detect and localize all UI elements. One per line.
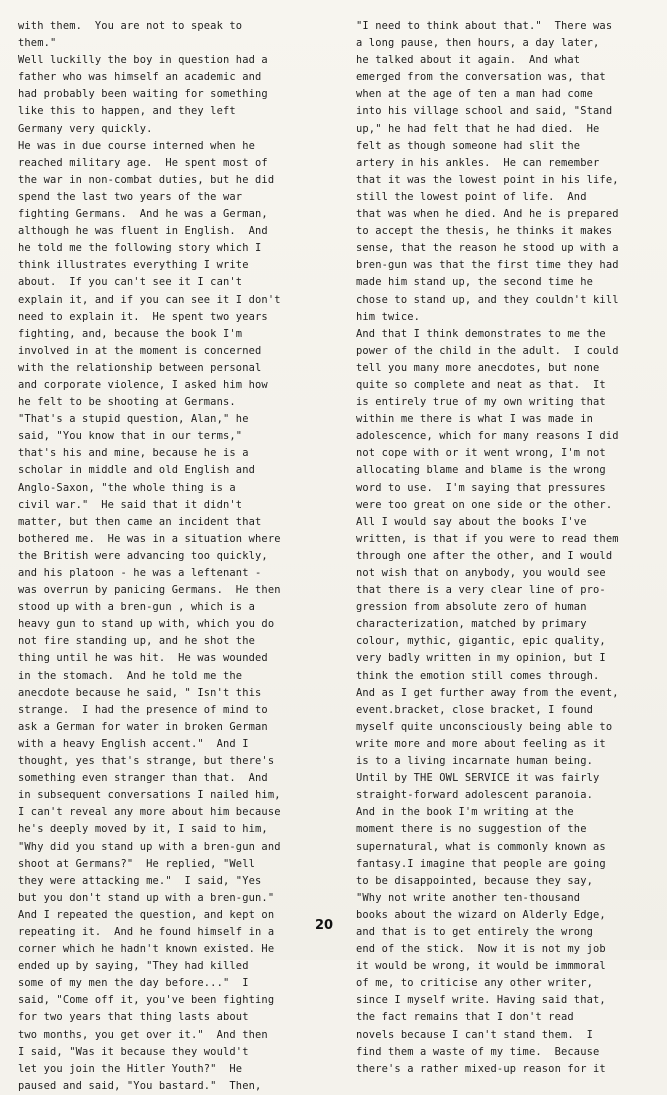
- text-line: paused and said, "You bastard." Then,: [18, 1079, 262, 1092]
- text-line: He was in due course interned when he: [18, 139, 256, 152]
- text-line: event.bracket, close bracket, I found: [356, 703, 594, 716]
- text-line: made him stand up, the second time he: [356, 276, 594, 289]
- text-line: and corporate violence, I asked him how: [18, 378, 268, 391]
- text-line: ended up by saying, "They had killed: [18, 960, 249, 973]
- text-line: "That's a stupid question, Alan," he: [18, 413, 249, 426]
- text-line: and that is to get entirely the wrong: [356, 925, 594, 938]
- text-line: quite so complete and neat as that. It: [356, 378, 606, 391]
- text-line: for two years that thing lasts about: [18, 1011, 249, 1024]
- text-line: think illustrates everything I write: [18, 259, 249, 272]
- text-line: with the relationship between personal: [18, 361, 262, 374]
- text-line: when at the age of ten a man had come: [356, 88, 594, 101]
- text-line: explain it, and if you can see it I don't: [18, 293, 281, 306]
- text-line: still the lowest point of life. And: [356, 190, 587, 203]
- text-line: something even stranger than that. And: [18, 772, 268, 785]
- text-line: need to explain it. He spent two years: [18, 310, 268, 323]
- text-line: think the emotion still comes through.: [356, 669, 600, 682]
- text-line: him twice.: [356, 310, 421, 323]
- text-line: Until by THE OWL SERVICE it was fairly: [356, 772, 600, 785]
- text-line: sense, that the reason he stood up with a: [356, 242, 619, 255]
- text-line: civil war." He said that it didn't: [18, 498, 243, 511]
- text-line: he's deeply moved by it, I said to him,: [18, 823, 268, 836]
- text-line: end of the stick. Now it is not my job: [356, 943, 606, 956]
- text-line: they were attacking me." I said, "Yes: [18, 874, 262, 887]
- text-line: fighting, and, because the book I'm: [18, 327, 243, 340]
- text-line: not fire standing up, and he shot the: [18, 635, 256, 648]
- text-line: thing until he was hit. He was wounded: [18, 652, 268, 665]
- text-line: Well luckilly the boy in question had a: [18, 54, 268, 67]
- text-line: some of my men the day before..." I: [18, 977, 249, 990]
- text-line: fantasy.I imagine that people are going: [356, 857, 606, 870]
- text-line: were too great on one side or the other.: [356, 498, 613, 511]
- text-line: straight-forward adolescent paranoia.: [356, 789, 594, 802]
- text-line: father who was himself an academic and: [18, 71, 262, 84]
- text-line: repeating it. And he found himself in a: [18, 925, 275, 938]
- text-line: myself quite unconsciously being able to: [356, 720, 613, 733]
- text-line: spend the last two years of the war: [18, 190, 243, 203]
- text-line: although he was fluent in English. And: [18, 225, 268, 238]
- text-line: shoot at Germans?" He replied, "Well: [18, 857, 256, 870]
- text-line: scholar in middle and old English and: [18, 464, 256, 477]
- text-line: not wish that on anybody, you would see: [356, 567, 606, 579]
- text-line: said, "You know that in our terms,": [18, 430, 243, 443]
- right-text-column: [356, 18, 656, 1078]
- text-line: he told me the following story which I: [18, 242, 262, 255]
- text-line: tell you many more anecdotes, but none: [356, 361, 600, 374]
- text-line: And I repeated the question, and kept on: [18, 908, 275, 921]
- text-line: through one after the other, and I would: [356, 549, 613, 562]
- text-line: And as I get further away from the event,: [356, 686, 619, 699]
- text-line: supernatural, what is commonly known as: [356, 840, 606, 853]
- text-line: felt as though someone had slit the: [356, 139, 581, 152]
- text-line: that it was the lowest point in his life,: [356, 173, 619, 186]
- text-line: that was when he died. And he is prepared: [356, 208, 619, 221]
- text-line: moment there is no suggestion of the: [356, 823, 587, 836]
- text-line: "Why not write another ten-thousand: [356, 891, 581, 904]
- text-line: two months, you get over it." And then: [18, 1028, 268, 1041]
- text-line: artery in his ankles. He can remember: [356, 156, 600, 169]
- text-line: I can't reveal any more about him because: [18, 806, 281, 819]
- text-line: very badly written in my opinion, but I: [356, 652, 606, 665]
- text-line: a long pause, then hours, a day later,: [356, 37, 600, 50]
- text-line: corner which he hadn't known existed. He: [18, 943, 275, 956]
- text-line: reached military age. He spent most of: [18, 156, 268, 169]
- text-line: but you don't stand up with a bren-gun.": [18, 891, 275, 904]
- text-line: there's a rather mixed-up reason for it: [356, 1062, 606, 1075]
- text-line: books about the wizard on Alderly Edge,: [356, 908, 606, 921]
- text-line: adolescence, which for many reasons I did: [356, 430, 619, 443]
- text-line: find them a waste of my time. Because: [356, 1045, 600, 1058]
- text-line: All I would say about the books I've: [356, 515, 587, 528]
- text-line: stood up with a bren-gun , which is a: [18, 601, 256, 614]
- text-line: like this to happen, and they left: [18, 105, 236, 118]
- text-line: the war in non-combat duties, but he did: [18, 173, 275, 186]
- text-line: that's his and mine, because he is a: [18, 447, 249, 460]
- text-line: with them. You are not to speak to: [18, 20, 243, 32]
- text-line: in subsequent conversations I nailed him,: [18, 789, 281, 802]
- text-line: And in the book I'm writing at the: [356, 806, 574, 819]
- text-line: up," he had felt that he had died. He: [356, 122, 600, 135]
- text-line: heavy gun to stand up with, which you do: [18, 618, 275, 631]
- text-line: let you join the Hitler Youth?" He: [18, 1062, 243, 1075]
- text-line: colour, mythic, gigantic, epic quality,: [356, 635, 606, 648]
- text-line: he felt to be shooting at Germans.: [18, 396, 236, 409]
- text-line: not cope with or it went wrong, I'm not: [356, 447, 606, 460]
- text-line: of me, to criticise any other writer,: [356, 977, 594, 990]
- text-line: into his village school and said, "Stand: [356, 105, 613, 118]
- text-line: that there is a very clear line of pro-: [356, 584, 606, 597]
- text-line: to accept the thesis, he thinks it makes: [356, 225, 613, 238]
- text-line: and his platoon - he was a leftenant -: [18, 567, 262, 579]
- text-line: about. If you can't see it I can't: [18, 276, 243, 289]
- text-line: Anglo-Saxon, "the whole thing is a: [18, 481, 236, 494]
- text-line: to be disappointed, because they say,: [356, 874, 594, 887]
- text-line: them.": [18, 37, 57, 50]
- text-line: characterization, matched by primary: [356, 618, 587, 631]
- text-line: bren-gun was that the first time they had: [356, 259, 619, 272]
- text-line: was overrun by panicing Germans. He then: [18, 584, 281, 597]
- text-line: allocating blame and blame is the wrong: [356, 464, 606, 477]
- text-line: bothered me. He was in a situation where: [18, 532, 281, 545]
- text-line: said, "Come off it, you've been fighting: [18, 994, 275, 1007]
- text-line: he talked about it again. And what: [356, 54, 581, 67]
- text-line: matter, but then came an incident that: [18, 515, 262, 528]
- text-line: is entirely true of my own writing that: [356, 396, 606, 409]
- text-line: since I myself write. Having said that,: [356, 994, 606, 1007]
- page-number: 20: [314, 918, 334, 933]
- text-line: had probably been waiting for something: [18, 88, 268, 101]
- text-line: And that I think demonstrates to me the: [356, 327, 606, 340]
- text-line: Germany very quickly.: [18, 122, 153, 135]
- text-line: strange. I had the presence of mind to: [18, 703, 268, 716]
- text-line: the British were advancing too quickly,: [18, 549, 268, 562]
- text-line: written, is that if you were to read them: [356, 532, 619, 545]
- text-line: involved in at the moment is concerned: [18, 344, 262, 357]
- text-line: word to use. I'm saying that pressures: [356, 481, 606, 494]
- text-line: emerged from the conversation was, that: [356, 71, 606, 84]
- text-line: fighting Germans. And he was a German,: [18, 208, 268, 221]
- text-line: write more and more about feeling as it: [356, 737, 606, 750]
- text-line: anecdote because he said, " Isn't this: [18, 686, 262, 699]
- text-line: I said, "Was it because they would't: [18, 1045, 249, 1058]
- text-line: ask a German for water in broken German: [18, 720, 268, 733]
- text-line: power of the child in the adult. I could: [356, 344, 619, 357]
- text-line: thought, yes that's strange, but there's: [18, 755, 275, 768]
- text-line: is to a living incarnate human being.: [356, 755, 594, 768]
- text-line: with a heavy English accent." And I: [18, 737, 249, 750]
- text-line: the fact remains that I don't read: [356, 1011, 574, 1024]
- text-line: in the stomach. And he told me the: [18, 669, 243, 682]
- text-line: novels because I can't stand them. I: [356, 1028, 594, 1041]
- text-line: it would be wrong, it would be immmoral: [356, 960, 606, 973]
- text-line: within me there is what I was made in: [356, 413, 594, 426]
- text-line: chose to stand up, and they couldn't kill: [356, 293, 619, 306]
- text-line: "I need to think about that." There was: [356, 20, 613, 32]
- left-text-column: [18, 18, 310, 1095]
- text-line: gression from absolute zero of human: [356, 601, 587, 614]
- text-line: "Why did you stand up with a bren-gun and: [18, 840, 281, 853]
